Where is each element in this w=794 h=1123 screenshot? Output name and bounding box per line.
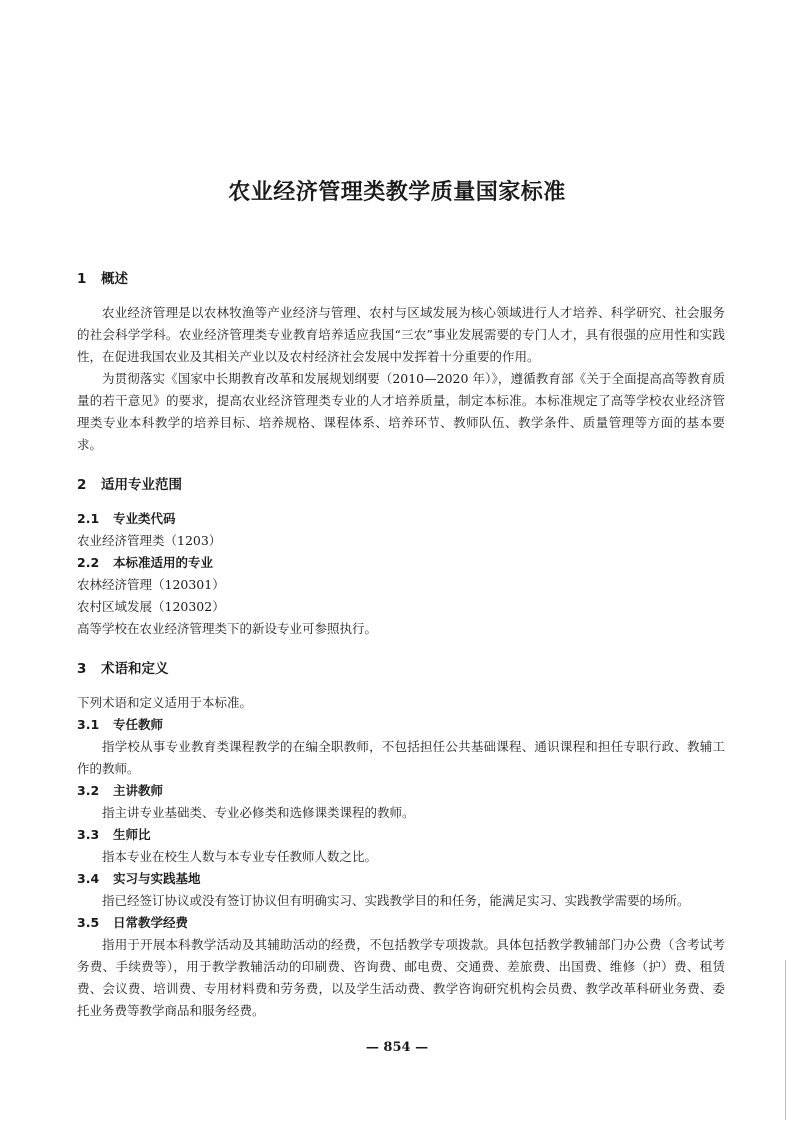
subsection-number: 2.1 [77, 511, 100, 526]
subsection-number: 3.4 [77, 871, 100, 886]
subsection-title: 生师比 [113, 827, 151, 842]
subsection-heading [77, 508, 725, 530]
subsection-title: 本标准适用的专业 [113, 555, 214, 570]
section-number: 3 [77, 661, 87, 677]
paragraph: 指学校从事专业教育类课程教学的在编全职教师，不包括担任公共基础课程、通识课程和担任专职行政、教辅工作的教师。 [77, 739, 725, 776]
section-heading [77, 658, 725, 680]
section-heading [77, 268, 725, 290]
paragraph: 农业经济管理是以农林牧渔等产业经济与管理、农村与区域发展为核心领域进行人才培养、科学研究、社会服务的社会科学学科。农业经济管理类专业教育培养适应我国“三农”事业发展需要的专门人才，具有很强的应用性和实践性，在促进我国农业及其相关产业以及农村经济社会发展中发挥着十分重要的作用。 [77, 305, 725, 364]
subsection-title: 日常教学经费 [113, 915, 189, 930]
page-number: — 854 — [365, 1040, 429, 1055]
subsection-heading [77, 714, 725, 736]
subsection-heading [77, 780, 725, 802]
section-number: 1 [77, 271, 87, 287]
paragraph: 指已经签订协议或没有签订协议但有明确实习、实践教学目的和任务，能满足实习、实践教学需要的场所。 [102, 893, 690, 908]
paragraph: 为贯彻落实《国家中长期教育改革和发展规划纲要（2010—2020 年）》，遵循教育部《关于全面提高高等教育质量的若干意见》的要求，提高农业经济管理类专业的人才培养质量，制定本标准。本标准规定了高等学校农业经济管理类专业本科教学的培养目标、培养规格、课程体系、培养环节、教师队伍、教学条件、质量管理等方面的基本要求。 [77, 371, 725, 452]
paragraph: 指用于开展本科教学活动及其辅助活动的经费，不包括教学专项拨款。具体包括教学教辅部门办公费（含考试考务费、手续费等），用于教学教辅活动的印刷费、咨询费、邮电费、交通费、差旅费、出国费、维修（护）费、租赁费、会议费、培训费、专用材料费和劳务费，以及学生活动费、教学咨询研究机构会员费、教学改革科研业务费、委托业务费等教学商品和服务经费。 [77, 937, 725, 1018]
paragraph: 农村区域发展（120302） [77, 599, 225, 614]
subsection-number: 3.1 [77, 717, 100, 732]
subsection-number: 3.5 [77, 915, 100, 930]
scan-edge-line [785, 960, 786, 1120]
subsection-number: 3.2 [77, 783, 100, 798]
subsection-heading [77, 552, 725, 574]
subsection-title: 专业类代码 [113, 511, 176, 526]
subsection-title: 主讲教师 [113, 783, 164, 798]
subsection-number: 2.2 [77, 555, 100, 570]
section-heading [77, 474, 725, 496]
paragraph: 指本专业在校生人数与本专业专任教师人数之比。 [102, 849, 378, 864]
section-title: 术语和定义 [101, 661, 169, 677]
paragraph: 农林经济管理（120301） [77, 577, 225, 592]
subsection-heading [77, 868, 725, 890]
section-title: 适用专业范围 [101, 477, 182, 493]
subsection-heading [77, 824, 725, 846]
section-title: 概述 [101, 271, 128, 287]
subsection-heading [77, 912, 725, 934]
subsection-title: 实习与实践基地 [113, 871, 201, 886]
document-body [77, 258, 725, 1022]
subsection-number: 3.3 [77, 827, 100, 842]
paragraph: 指主讲专业基础类、专业必修类和选修课类课程的教师。 [102, 805, 415, 820]
paragraph: 高等学校在农业经济管理类下的新设专业可参照执行。 [77, 621, 378, 636]
section-number: 2 [77, 477, 87, 493]
paragraph: 下列术语和定义适用于本标准。 [77, 695, 253, 710]
paragraph: 农业经济管理类（1203） [77, 533, 222, 548]
subsection-title: 专任教师 [113, 717, 164, 732]
document-title: 农业经济管理类教学质量国家标准 [228, 179, 566, 205]
